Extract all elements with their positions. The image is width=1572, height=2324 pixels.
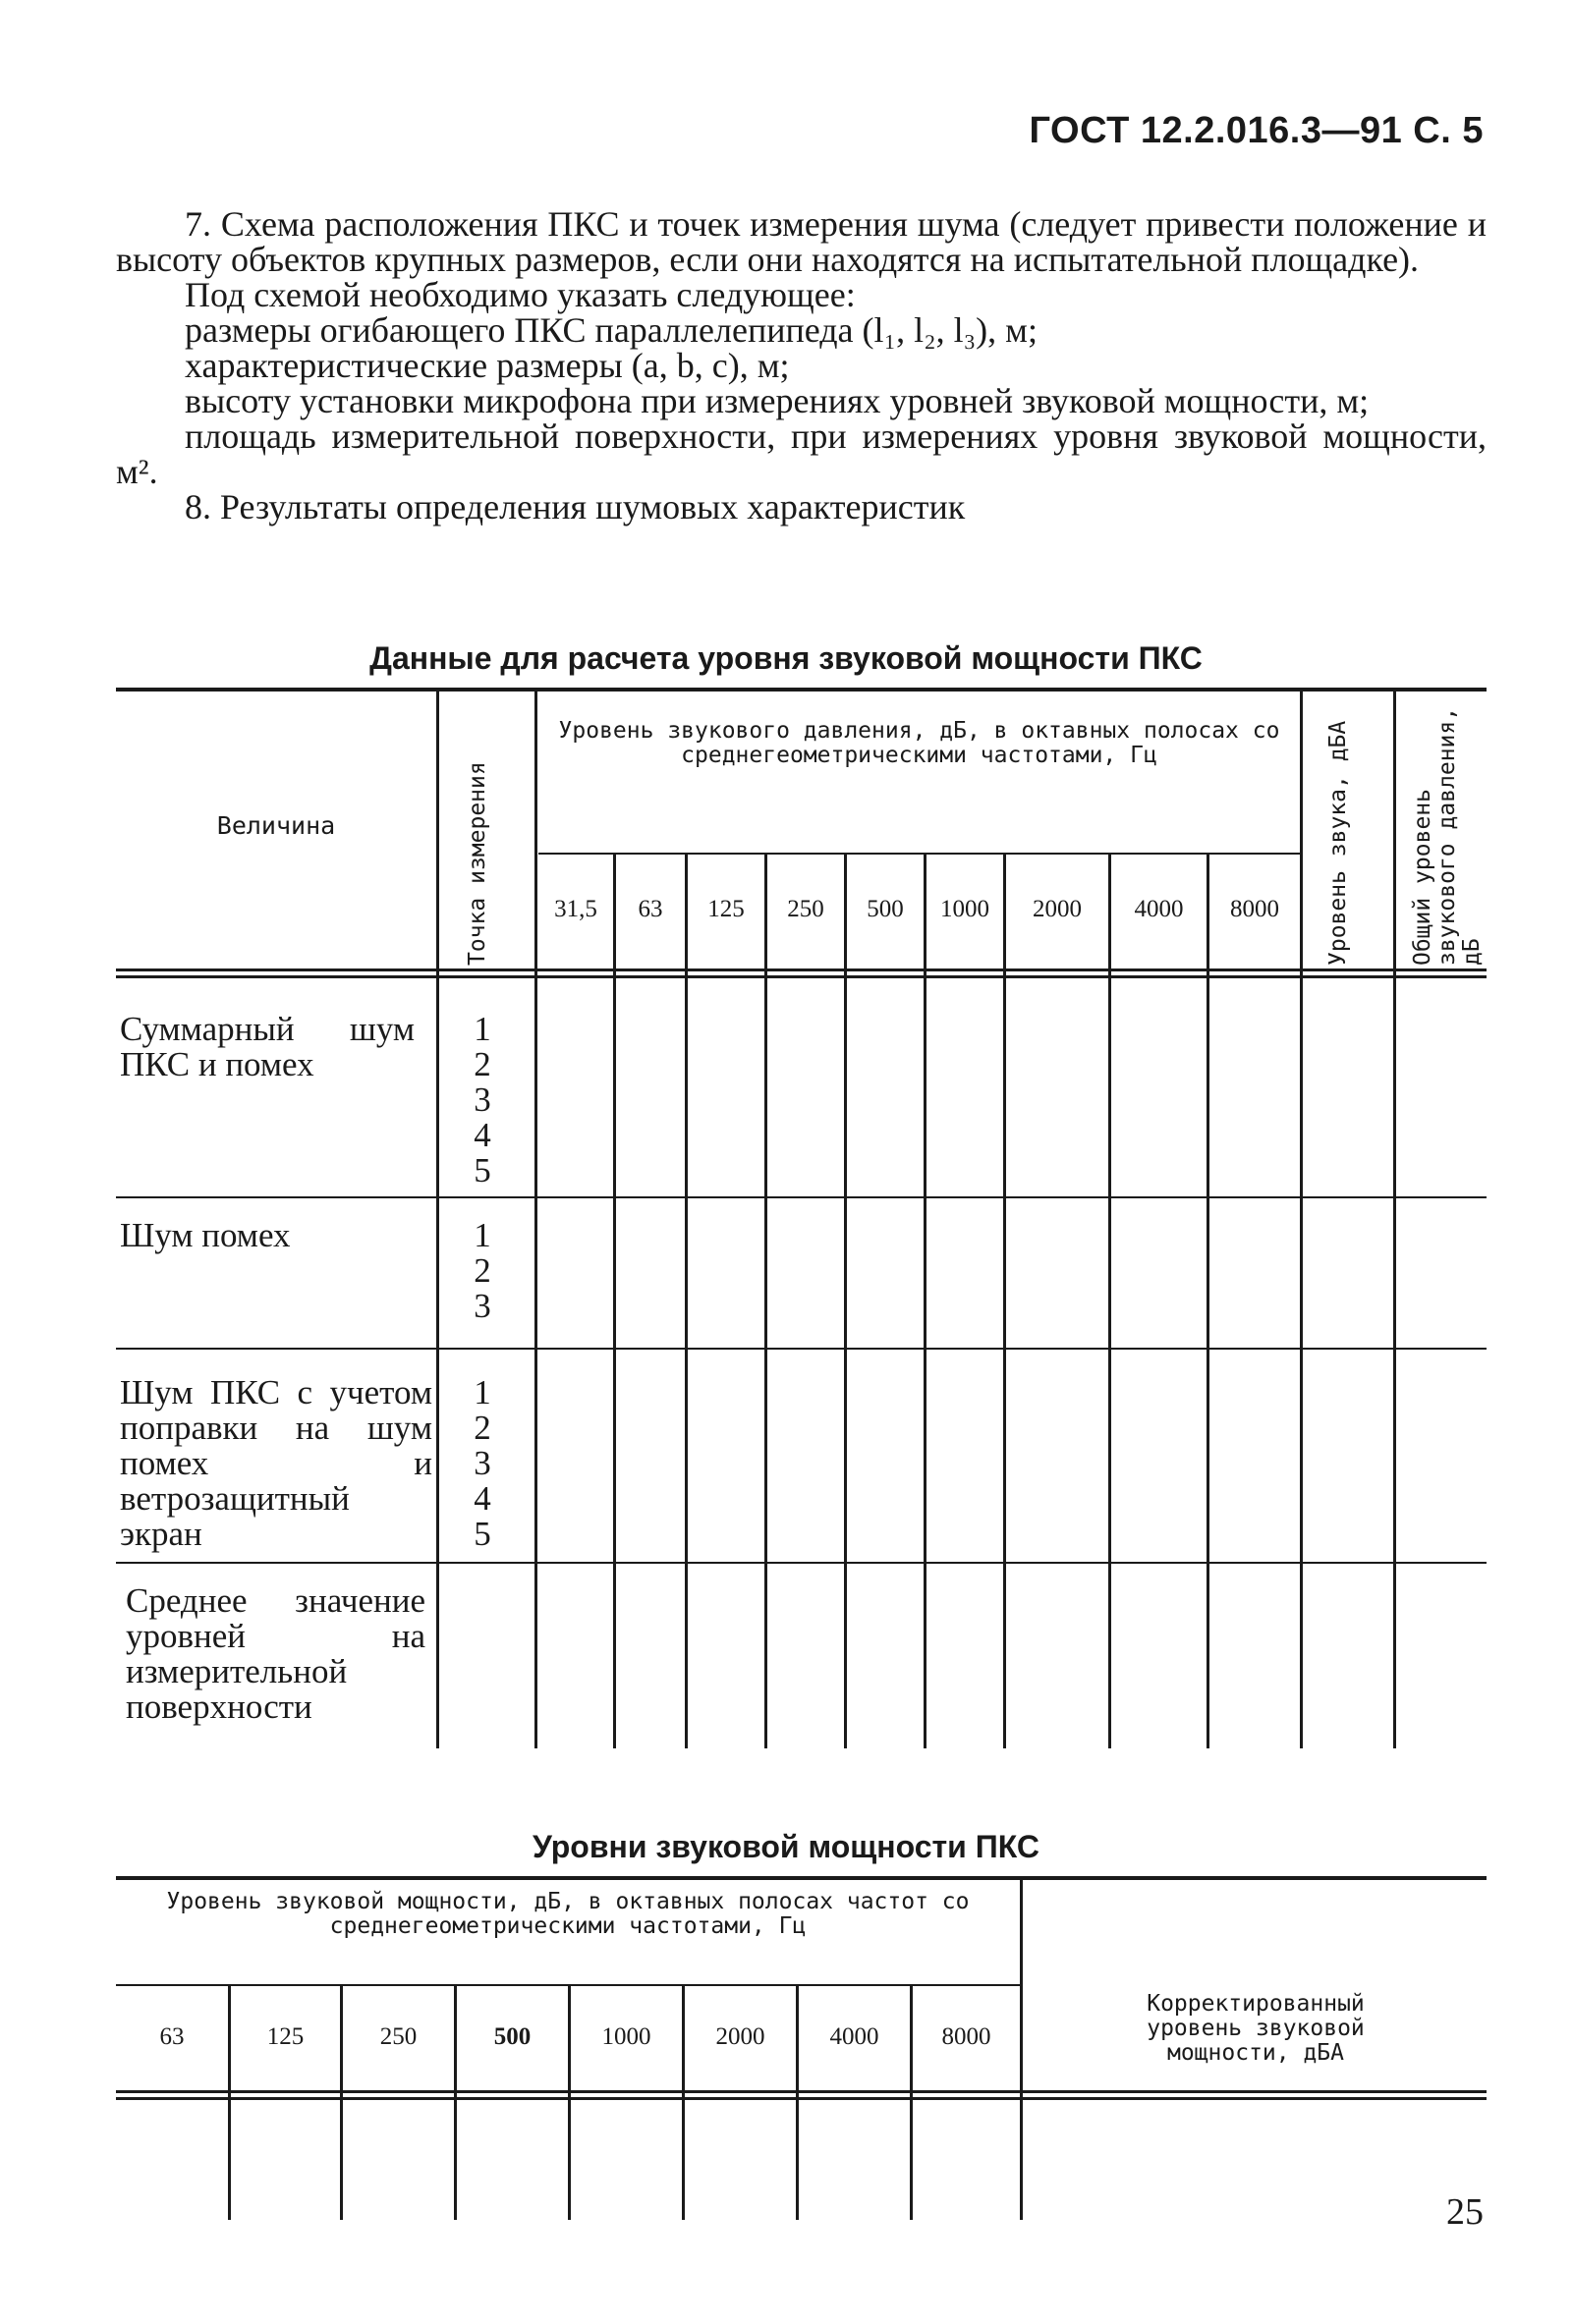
t2-freq-63: 63 — [159, 2023, 185, 2050]
t2-freq-8000: 8000 — [941, 2023, 991, 2050]
t2-freq-125: 125 — [266, 2023, 305, 2050]
row-label-interference: Шум помех — [120, 1216, 291, 1254]
paragraph-characteristic: характеристические размеры (a, b, c), м; — [185, 346, 790, 385]
row-label-total-noise: Суммарный шум ПКС и помех — [120, 1010, 415, 1083]
t2-col-corrected: Корректированный уровень звуковой мощности, дБА — [1147, 1991, 1365, 2066]
freq-4000: 4000 — [1134, 896, 1184, 922]
body-text — [116, 206, 1487, 525]
col-level-group: Уровень звукового давления, дБ, в октавных полосах со среднегеометрическими частотами, Гц — [558, 718, 1280, 768]
row-label-corrected-noise: Шум ПКС с учетом поправки на шум помех и ветрозащитный экран — [120, 1373, 432, 1553]
t2-col-level-group: Уровень звуковой мощности, дБ, в октавных полосах частот со среднегеометрическими частотами, Гц — [166, 1889, 970, 1939]
row-points-interference: 1 2 3 — [474, 1216, 491, 1325]
freq-125: 125 — [707, 896, 745, 922]
sound-pressure-table — [116, 688, 1487, 1748]
col-total-level: Общий уровень звукового давления, дБ — [1410, 706, 1485, 966]
paragraph-7: 7. Схема расположения ПКС и точек измерения шума (следует привести положение и высоту объектов крупных размеров, если они находятся на испытательной площадке). — [116, 204, 1487, 279]
freq-63: 63 — [638, 896, 663, 922]
col-sound-level: Уровень звука, дБА — [1325, 720, 1351, 966]
t2-freq-500: 500 — [493, 2023, 532, 2050]
t2-freq-2000: 2000 — [715, 2023, 765, 2050]
freq-31-5: 31,5 — [554, 896, 597, 922]
freq-250: 250 — [787, 896, 824, 922]
sound-power-table — [116, 1876, 1487, 2220]
col-quantity: Величина — [216, 811, 336, 840]
freq-2000: 2000 — [1033, 896, 1082, 922]
table1-caption: Данные для расчета уровня звуковой мощности ПКС — [369, 640, 1203, 676]
row-points-corrected-noise: 1 2 3 4 5 — [474, 1373, 491, 1553]
t2-freq-1000: 1000 — [601, 2023, 651, 2050]
paragraph-note: Под схемой необходимо указать следующее: — [185, 275, 856, 314]
paragraph-8: 8. Результаты определения шумовых характеристик — [185, 487, 966, 526]
freq-1000: 1000 — [940, 896, 989, 922]
table2-caption: Уровни звуковой мощности ПКС — [533, 1829, 1039, 1864]
freq-8000: 8000 — [1230, 896, 1279, 922]
paragraph-area: площадь измерительной поверхности, при измерениях уровня звуковой мощности, м². — [116, 416, 1487, 491]
t2-freq-250: 250 — [379, 2023, 418, 2050]
paragraph-dimensions: размеры огибающего ПКС параллелепипеда (l₁, l₂, l₃), м; — [185, 310, 1038, 350]
t2-freq-4000: 4000 — [829, 2023, 879, 2050]
page-header: ГОСТ 12.2.016.3—91 С. 5 — [1029, 110, 1484, 151]
page-number: 25 — [1446, 2191, 1484, 2233]
col-point: Точка измерения — [465, 761, 490, 966]
freq-500: 500 — [867, 896, 904, 922]
row-label-average: Среднее значение уровней на измерительной поверхности — [126, 1581, 425, 1726]
paragraph-mic-height: высоту установки микрофона при измерениях уровней звуковой мощности, м; — [185, 381, 1370, 420]
row-points-total-noise: 1 2 3 4 5 — [474, 1010, 491, 1190]
